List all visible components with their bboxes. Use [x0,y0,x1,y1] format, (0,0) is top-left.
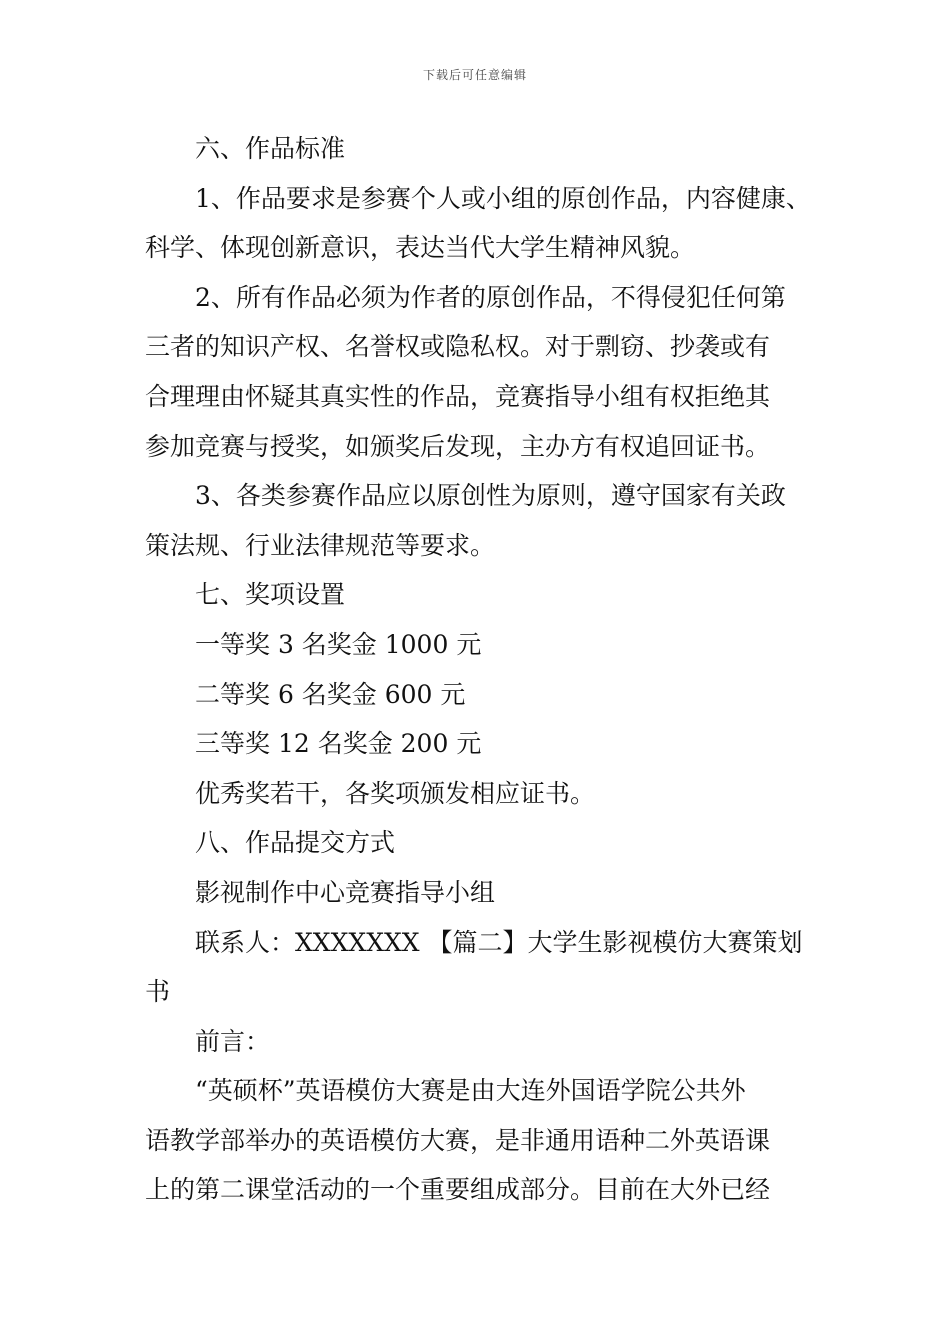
award-first-prize: 一等奖 3 名奖金 1000 元 [195,629,482,659]
paragraph-line: 科学、体现创新意识，表达当代大学生精神风貌。 [145,233,696,263]
award-second-prize: 二等奖 6 名奖金 600 元 [195,679,466,709]
paragraph-line: 参加竞赛与授奖，如颁奖后发现，主办方有权追回证书。 [145,431,771,461]
contact-line: 联系人：XXXXXXX 【篇二】大学生影视模仿大赛策划 [195,927,803,957]
section-heading-6: 六、作品标准 [195,134,346,163]
paragraph-line: 语教学部举办的英语模仿大赛，是非通用语种二外英语课 [145,1125,771,1155]
document-body [145,124,817,1215]
paragraph-line: 2、所有作品必须为作者的原创作品，不得侵犯任何第 [195,282,786,312]
award-excellence: 优秀奖若干，各奖项颁发相应证书。 [195,778,596,808]
section-heading-7: 七、奖项设置 [195,580,346,610]
award-third-prize: 三等奖 12 名奖金 200 元 [195,729,482,759]
paragraph-line: 策法规、行业法律规范等要求。 [145,530,496,560]
paragraph-line: 3、各类参赛作品应以原创性为原则，遵守国家有关政 [195,481,786,511]
paragraph-line: 合理理由怀疑其真实性的作品，竞赛指导小组有权拒绝其 [145,381,771,411]
paragraph-line: “英硕杯”英语模仿大赛是由大连外国语学院公共外 [195,1076,746,1106]
page-header-note: 下载后可任意编辑 [422,68,527,82]
paragraph-line: 书 [145,977,171,1007]
paragraph-line: 三者的知识产权、名誉权或隐私权。对于剽窃、抄袭或有 [145,332,771,362]
submission-organizer: 影视制作中心竞赛指导小组 [195,877,496,907]
preface-heading: 前言： [195,1026,271,1056]
paragraph-line: 1、作品要求是参赛个人或小组的原创作品，内容健康、 [195,183,811,213]
paragraph-line: 上的第二课堂活动的一个重要组成部分。目前在大外已经 [145,1175,771,1205]
section-heading-8: 八、作品提交方式 [195,828,396,858]
